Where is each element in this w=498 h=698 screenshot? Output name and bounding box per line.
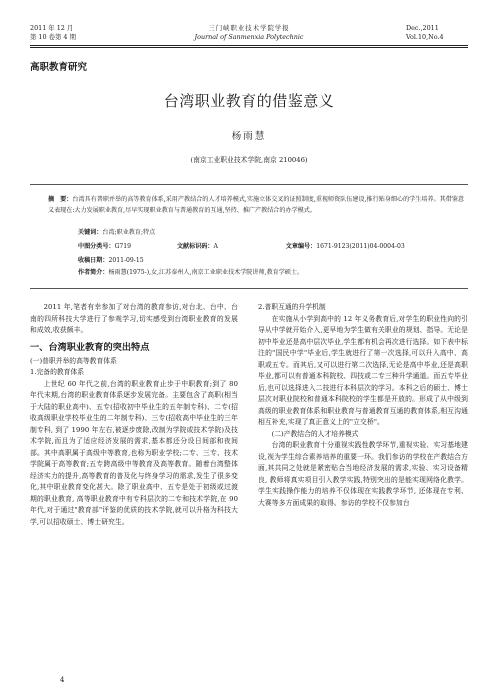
page-number: 4 (60, 676, 65, 684)
journal-name-cn: 三门峡职业技术学院学报 (208, 24, 290, 32)
author-bio-value: 杨雨慧(1975-),女,江苏泰州人,南京工业职业技术学院讲师,教育学硕士。 (108, 269, 304, 276)
clc-label: 中图分类号： (78, 243, 115, 250)
classification-line (78, 242, 468, 252)
keywords (78, 228, 468, 238)
received-label: 收稿日期： (78, 257, 109, 264)
author-bio (78, 268, 468, 278)
header-right (406, 24, 444, 42)
article-author: 杨雨慧 (231, 131, 267, 142)
clc-value: G719 (114, 243, 132, 250)
journal-name-en: Journal of Sanmenxia Polytechnic (194, 33, 304, 41)
header-date: 2011 年 12 月 (30, 24, 74, 32)
doccode-value: A (213, 243, 218, 250)
author-affiliation: (南京工业职业技术学院,南京 210046) (190, 156, 308, 164)
heading-1: 一、台湾职业教育的突出特点 (30, 341, 150, 353)
heading-1-1: (一)普职并举的高等教育体系 (30, 356, 117, 365)
header-left (30, 24, 76, 42)
header-rule-top (30, 45, 468, 46)
received-date (78, 256, 468, 266)
header-volume-en: Vol.10,No.4 (406, 33, 444, 41)
doccode-label: 文献标识码： (176, 243, 214, 250)
article-title: 台湾职业教育的借鉴意义 (163, 92, 335, 110)
body-left-column (30, 302, 238, 528)
header-center (149, 24, 349, 42)
received-value: 2011-09-15 (108, 257, 144, 264)
abstract-text: 台湾具有普职并举的高等教育体系,采用产教结合的人才培养模式,实施立体交叉的证照制度,重视师资队伍建设,推行贴身细心的学生培养。其借鉴意义表现在:大力发展职业教育,尽早实现职业教育与普通教育的互通,坚持、推广产教结合的办学模式。 (48, 196, 465, 214)
article-no-label: 文章编号： (285, 243, 317, 250)
heading-1-2: (二)产教结合的人才培养模式 (271, 429, 359, 438)
paragraph-pathways: 在实施从小学到高中的 12 年义务教育后,对学生的职业性向的引导从中学就开始介入,更早地为学生做有关职业的规划、指导。无论是初中毕业还是高中层次毕业,学生都有机会再次进行选择。如下表中标注的"国民中学"毕业后,学生就进行了第一次选择,可以升入高中、高职或五专。而其后,又可以进行第二次选择,无论是高中毕业,还是高职毕业,都可以有普通本科院校、四技或二专三种升学通道。而五专毕业后,也可以选择进入二技进行本科层次的学习。本科之后的硕士、博士层次对职业院校和普通本科院校的学生都是开放的。形成了从中级到高级的职业教育体系和职业教育与普通教育互通的教育体系,相互沟通相互补充,实现了真正意义上的"立交桥"。 (258, 314, 468, 426)
article-no-value: 1671-9123(2011)04-0004-03 (316, 243, 405, 250)
keywords-text: 台湾;职业教育;特点 (102, 229, 156, 236)
intro-paragraph: 2011 年,笔者有幸参加了对台湾的教育参访,对台北、台中、台南的四所科技大学进行了参观学习,切实感受到台湾职业教育的发展和成效,收获颇丰。 (30, 303, 238, 334)
heading-1-1-1: 1.完备的教育体系 (30, 368, 85, 376)
body-right-column (258, 302, 468, 509)
abstract-rule-top (30, 184, 468, 185)
section-tag: 高职教育研究 (30, 62, 88, 73)
heading-1-1-2: 2.普职互通的升学机制 (258, 303, 326, 311)
paragraph-education-system: 上世纪 60 年代之前,台湾的职业教育止步于中职教育;到了 80 年代末期,台湾的职业教育体系逐步发展完备。主要包含了高职(相当于大陆的职业高中)、五专(招收初中毕业生的五年制专科)、二专(招收高级职业学校毕业生的二年制专科)、三专(招收高中毕业生的三年制专科, 到了 1990 年左右,被逐步废除,改制为学院或技术学院)及技术学院,而且为了适应经济发展的需求,基本都还分设日间部和夜间部。其中高职属于高级中等教育,也称为职业学校;二专、三专、技术学院属于高等教育;五专跨高级中等教育及高等教育。随着台湾整体经济实力的提升,高等教育的普及化与终身学习的需求,发生了很多变化,其中职业教育变化甚大。除了职业高中、五专是处于初级或过渡期的职业教育, 高等职业教育中有专科层次的二专和技术学院,在 90 年代,对于通过"教育部"评鉴的优质的技术学院,就可以升格为科技大学,可以招收硕士、博士研究生。 (30, 379, 238, 526)
header-volume: 第 10 卷第 4 期 (30, 33, 76, 41)
header-month-en: Dec.,2011 (406, 24, 439, 32)
author-bio-label: 作者简介： (78, 269, 109, 276)
abstract-label: 摘 要： (48, 196, 73, 203)
abstract-rule-bottom (30, 288, 468, 289)
header-rule-bottom (30, 47, 468, 48)
abstract (48, 194, 468, 216)
paragraph-industry-education: 台湾的职业教育十分重视实践性教学环节,重视实验、实习基地建设,视为学生综合素养培养的重要一环。我们参访的学校在产教结合方面,其共同之处就是紧密贴合当地经济发展的需求,实验、实习设备精良, 教师将真实项目引入教学实践,特别突出的是能实现网络化教学。学生实践操作能力的培养不仅体现在实践教学环节, 还体现在专利、大赛等多方面成果的取得。参访的学校不仅参加台 (258, 441, 468, 507)
keywords-label: 关键词： (78, 229, 103, 236)
